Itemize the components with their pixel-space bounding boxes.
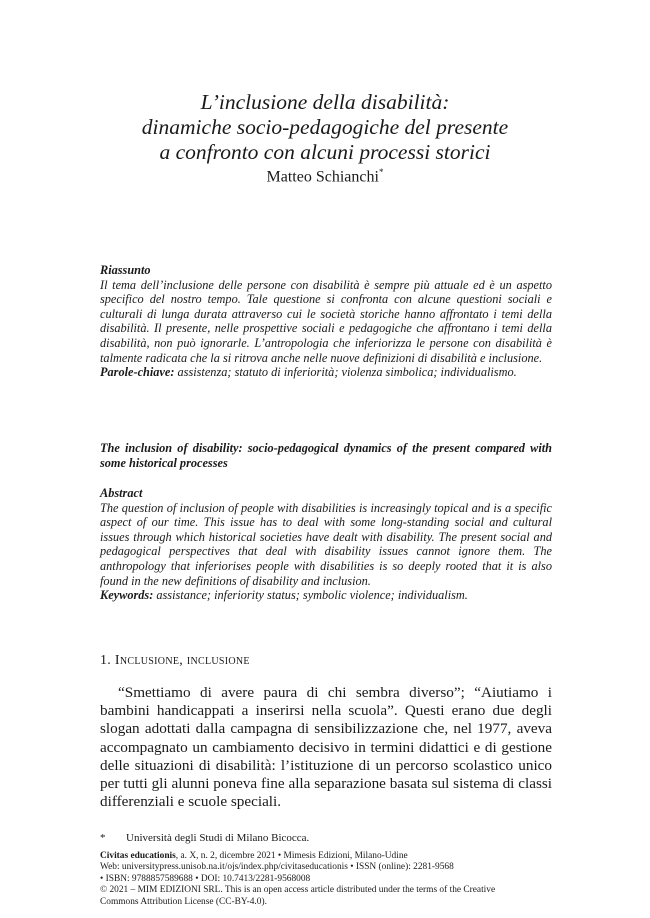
- parole-chiave: [100, 365, 552, 380]
- body-paragraph-text: “Smettiamo di avere paura di chi sembra diverso”; “Aiutiamo i bambini handicappati a inserirsi nella scuola”. Questi erano due degli slogan adottati dalla campagna di sensibilizzazione che, nel 1977, aveva accompagnato un cambiamento decisivo in termini didattici e di gestione delle situazioni di disabilità: l’istituzione di un percorso scolastico unico per tutti gli alunni poneva fine alla separazione basata sul sistema di classi differenziali e scuole speciali.: [100, 684, 552, 811]
- abstract-block: [100, 486, 552, 603]
- riassunto-text: Il tema dell’inclusione delle persone con disabilità è sempre più attuale ed è un aspetto specifico del nostro tempo. Tale questione si confronta con alcune questioni sociali e culturali di lunga durata attraverso cui le società storiche hanno affrontato i temi della disabilità. Il presente, nelle prospettive sociali e pedagogiche che affrontano i temi della disabilità, non può ignorarle. L’antropologia che inferiorizza le persone con disabilità è talmente radicata che la si ritrova anche nelle nuove definizioni di disabilità e inclusione.: [100, 277, 552, 365]
- author-line: [70, 167, 580, 186]
- body-paragraph: [100, 684, 552, 811]
- riassunto-heading: Riassunto: [100, 263, 151, 277]
- section-number: 1.: [100, 653, 112, 668]
- parole-chiave-values: assistenza; statuto di inferiorità; violenza simbolica; individualismo.: [177, 365, 517, 380]
- colophon-line-1: [100, 851, 560, 862]
- abstract-heading: Abstract: [100, 486, 143, 500]
- section-heading: [100, 653, 250, 669]
- keywords: [100, 588, 552, 603]
- title-line-3: a confronto con alcuni processi storici: [159, 140, 491, 164]
- footnote: [100, 832, 309, 844]
- author-name: Matteo Schianchi: [266, 168, 379, 186]
- journal-name: Civitas educationis: [100, 851, 176, 861]
- keywords-values: assistance; inferiority status; symbolic violence; individualism.: [156, 588, 468, 603]
- section-title: Inclusione, inclusione: [114, 653, 250, 668]
- author-footnote-mark: *: [378, 167, 384, 177]
- colophon-line-2: Web: universitypress.unisob.na.it/ojs/index.php/civitaseducationis • ISSN (online): 2281-9568: [100, 862, 454, 873]
- riassunto-block: [100, 263, 552, 380]
- colophon-line-5: Commons Attribution License (CC-BY-4.0).: [100, 896, 267, 907]
- colophon-line-4: © 2021 – MIM EDIZIONI SRL. This is an open access article distributed under the terms of the Creative: [100, 885, 496, 896]
- colophon: [100, 851, 560, 908]
- colophon-line-3: • ISBN: 9788857589688 • DOI: 10.7413/2281-9568008: [100, 873, 311, 884]
- title-line-1: L’inclusione della disabilità:: [200, 90, 450, 114]
- title-line-2: dinamiche socio-pedagogiche del presente: [141, 115, 509, 139]
- footnote-mark: *: [100, 832, 106, 844]
- footnote-text: Università degli Studi di Milano Bicocca.: [126, 832, 310, 844]
- colophon-issue: , a. X, n. 2, dicembre 2021 • Mimesis Edizioni, Milano-Udine: [175, 851, 408, 861]
- parole-chiave-label: Parole-chiave:: [100, 365, 175, 380]
- english-title: The inclusion of disability: socio-pedagogical dynamics of the present compared with some historical processes: [100, 441, 552, 470]
- article-title: [70, 90, 580, 165]
- abstract-text: The question of inclusion of people with disabilities is increasingly topical and is a specific aspect of our time. This issue has to deal with some long-standing social and cultural issues through which historical societies have dealt with disability. The present social and pedagogical perspectives that deal with disability issues cannot ignore them. The anthropology that inferiorises people with disabilities is so deeply rooted that it is also found in the new definitions of disability and inclusion.: [100, 500, 552, 588]
- keywords-label: Keywords:: [100, 588, 154, 603]
